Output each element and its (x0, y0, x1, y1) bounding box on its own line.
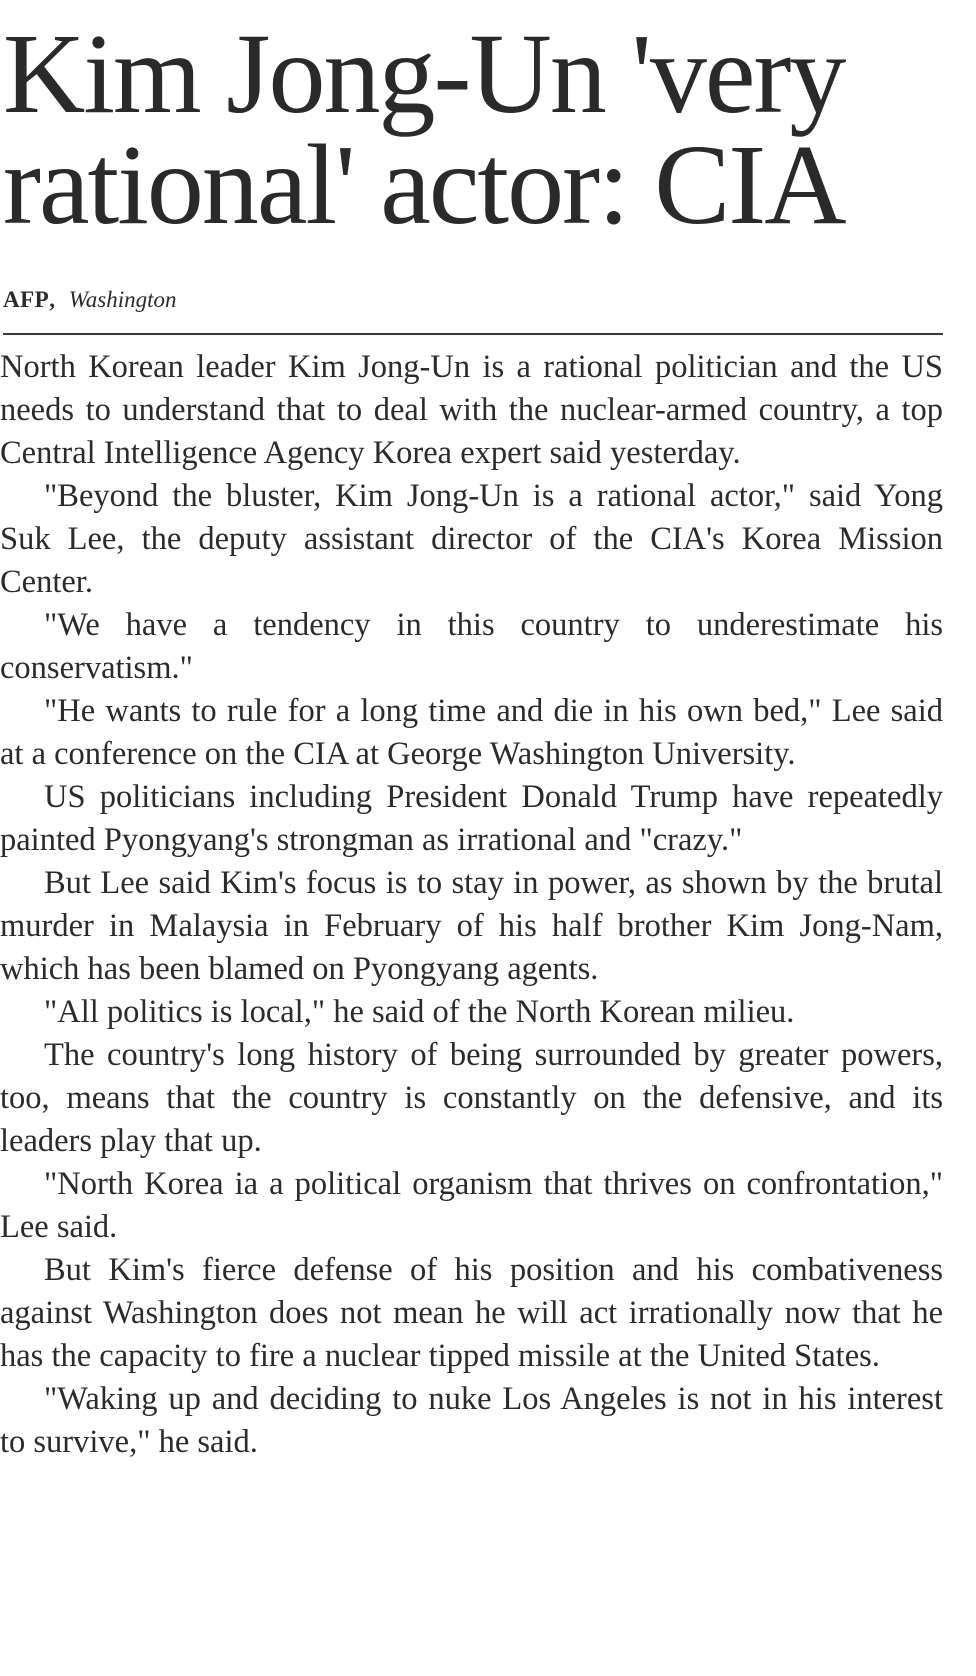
byline-location: Washington (68, 287, 177, 312)
article-byline (0, 258, 945, 312)
article-paragraph: "North Korea ia a political organism that thrives on confrontation," Lee said. (0, 1166, 943, 1245)
byline-source: AFP (3, 287, 50, 312)
article-paragraph: "Beyond the bluster, Kim Jong-Un is a rational actor," said Yong Suk Lee, the deputy assistant director of the CIA's Korea Mission Center. (0, 478, 943, 600)
article-body (0, 346, 943, 1464)
article-paragraph: US politicians including President Donald Trump have repeatedly painted Pyongyang's strongman as irrational and "crazy." (0, 779, 943, 858)
article-paragraph: "All politics is local," he said of the North Korean milieu. (44, 994, 795, 1030)
article-headline: Kim Jong-Un 'very rational' actor: CIA (3, 10, 845, 248)
article-paragraph: But Lee said Kim's focus is to stay in power, as shown by the brutal murder in Malaysia in February of his half brother Kim Jong-Nam, which has been blamed on Pyongyang agents. (0, 865, 943, 987)
news-article (0, 0, 945, 312)
article-paragraph: "He wants to rule for a long time and die in his own bed," Lee said at a conference on the CIA at George Washington University. (0, 693, 943, 772)
article-paragraph: But Kim's fierce defense of his position and his combativeness against Washington does not mean he will act irrationally now that he has the capacity to fire a nuclear tipped missile at the United States. (0, 1252, 943, 1374)
article-paragraph: "We have a tendency in this country to underestimate his conservatism." (0, 607, 943, 686)
byline-divider (3, 333, 943, 335)
article-paragraph: North Korean leader Kim Jong-Un is a rational politician and the US needs to understand that to deal with the nuclear-armed country, a top Central Intelligence Agency Korea expert said yesterday. (0, 349, 943, 471)
byline-separator: , (49, 287, 55, 312)
article-paragraph: "Waking up and deciding to nuke Los Angeles is not in his interest to survive," he said. (0, 1381, 943, 1460)
article-paragraph: The country's long history of being surrounded by greater powers, too, means that the country is constantly on the defensive, and its leaders play that up. (0, 1037, 943, 1159)
